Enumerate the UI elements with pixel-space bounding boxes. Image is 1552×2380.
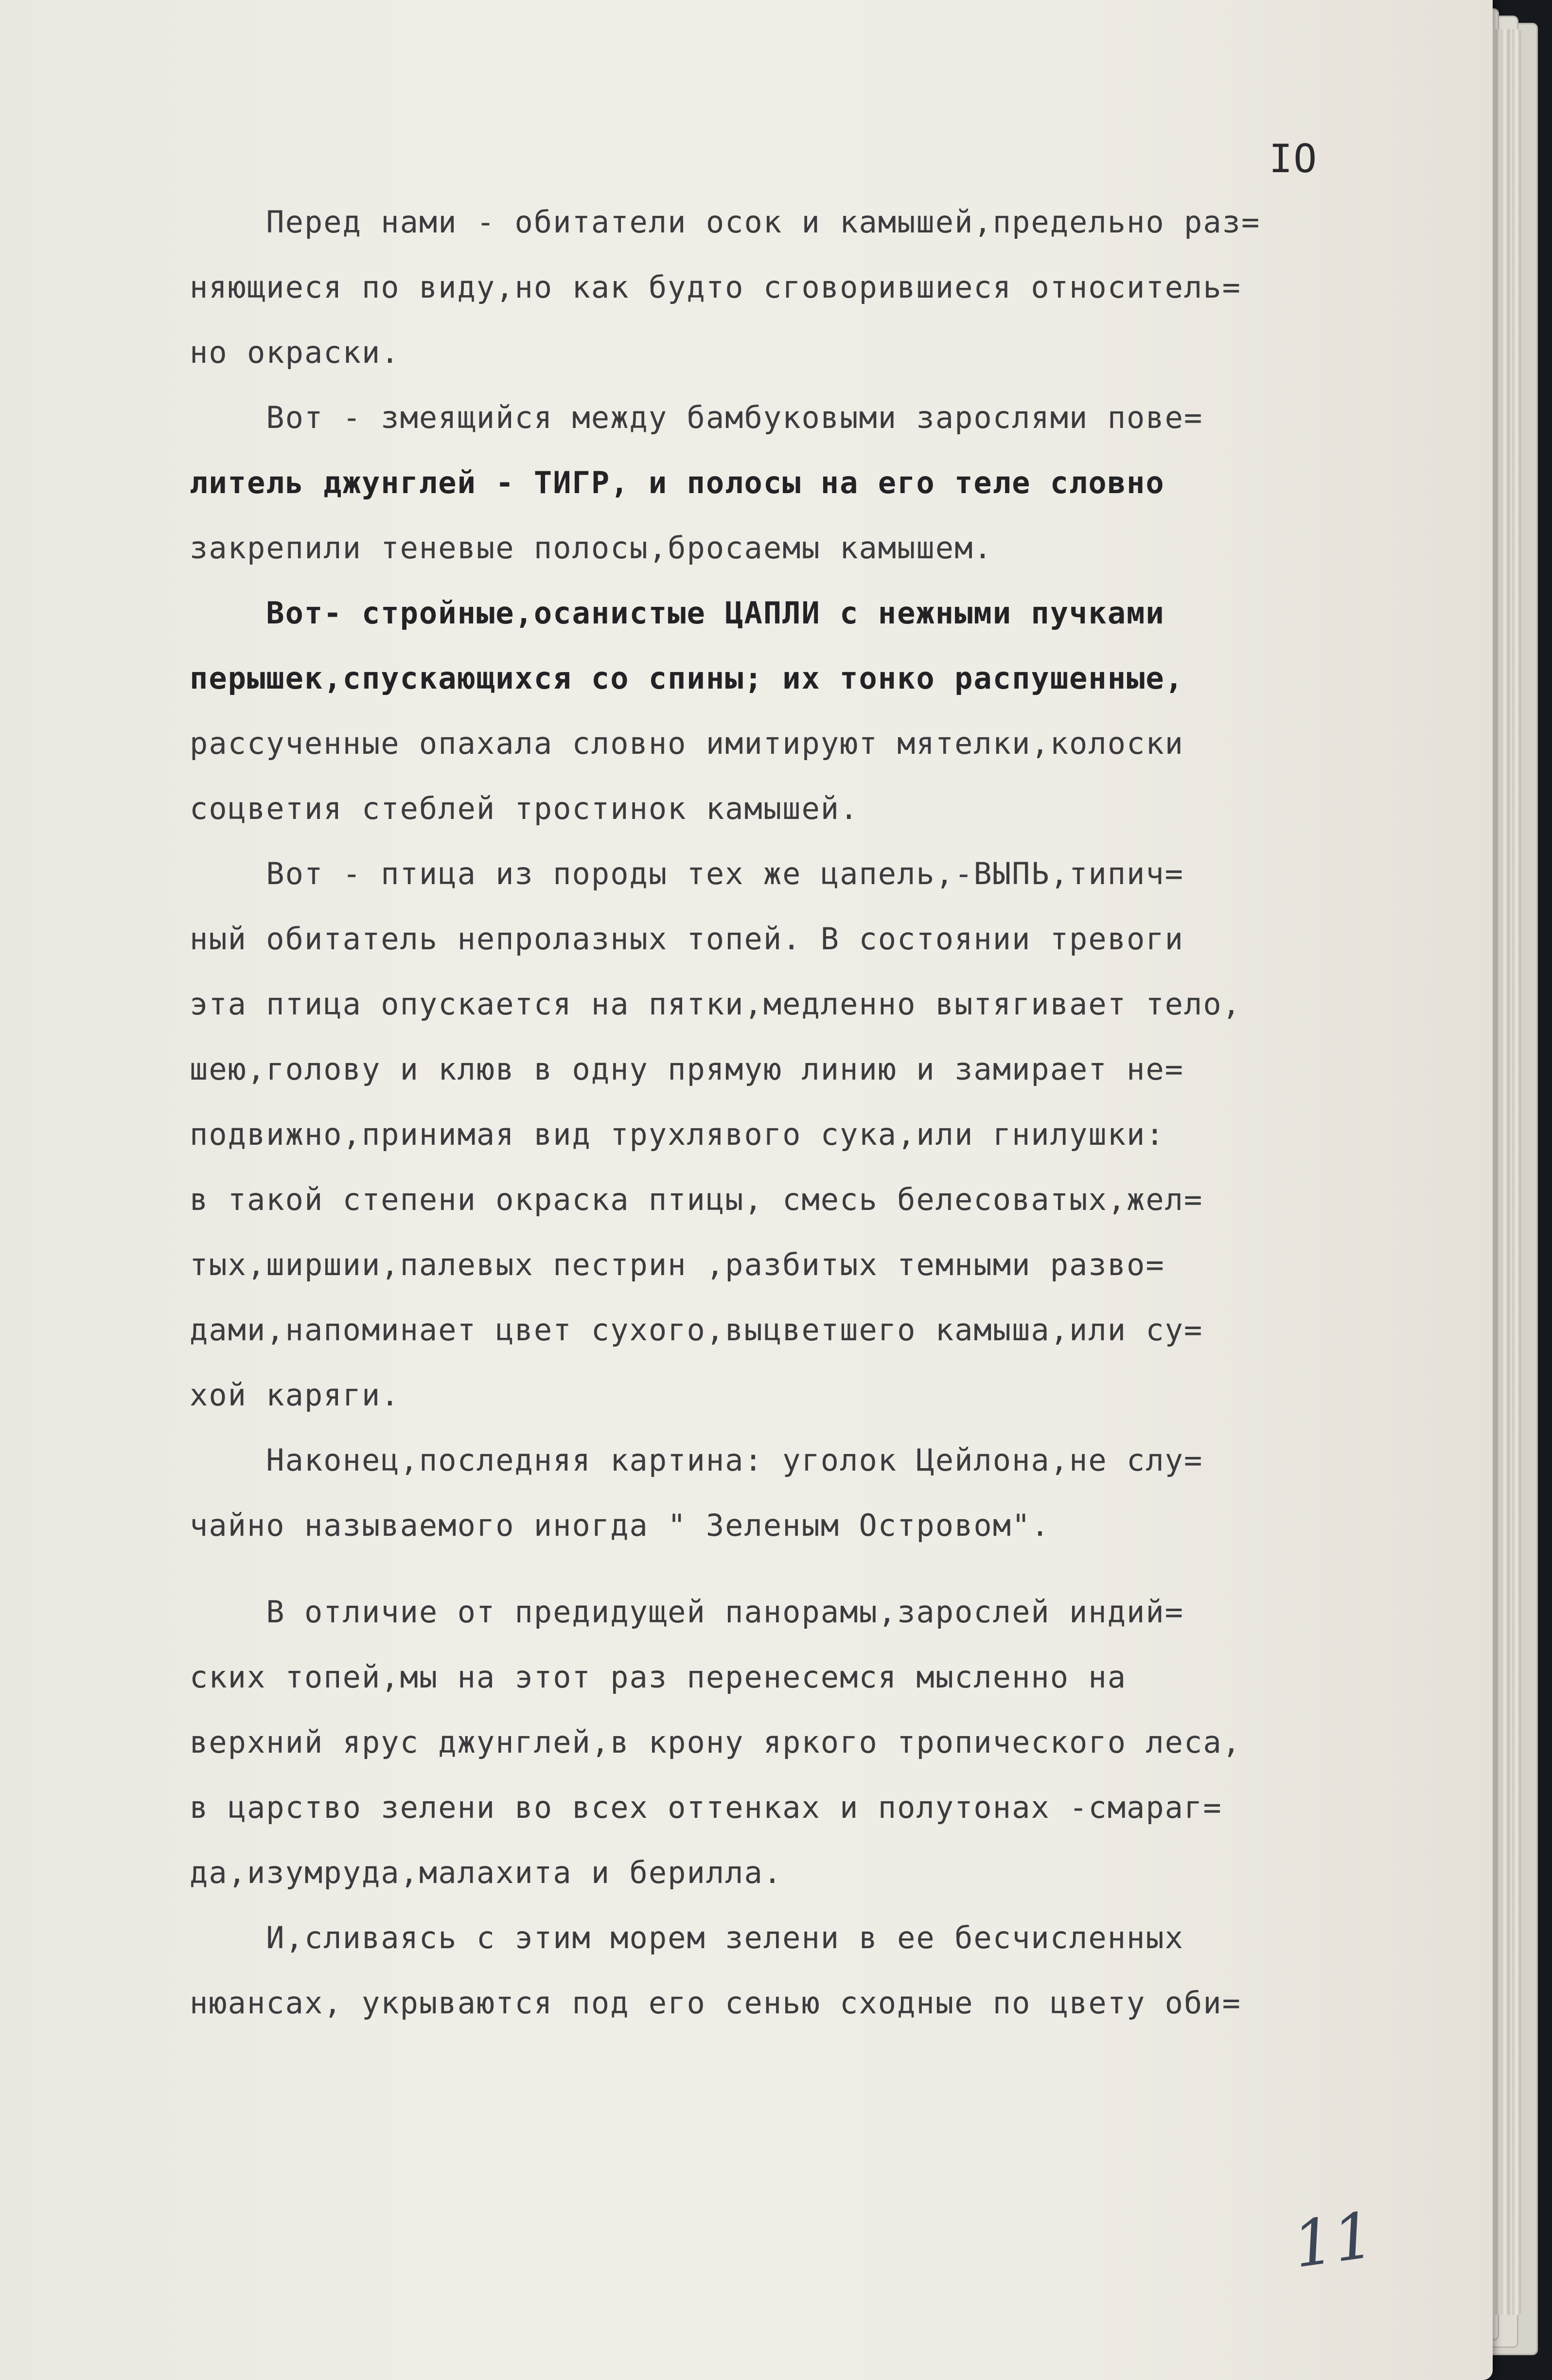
text-line: чайно называемого иногда " Зеленым Островом".: [190, 1508, 1050, 1543]
text-line: тых,ширшии,палевых пестрин ,разбитых темными разво=: [190, 1247, 1165, 1282]
text-line: литель джунглей - ТИГР, и полосы на его теле словно: [190, 465, 1165, 500]
handwritten-sheet-number: 11: [1288, 2198, 1379, 2282]
text-line: рассученные опахала словно имитируют мятелки,колоски: [190, 726, 1184, 761]
body-text: [190, 190, 1405, 2036]
text-line: И,сливаясь с этим морем зелени в ее бесчисленных: [190, 1920, 1184, 1955]
text-line: Перед нами - обитатели осок и камышей,предельно раз=: [190, 204, 1261, 240]
text-line: Вот- стройные,осанистые ЦАПЛИ с нежными пучками: [190, 595, 1165, 631]
text-line: соцветия стеблей тростинок камышей.: [190, 791, 859, 826]
page-number: IO: [1269, 136, 1318, 181]
text-line: Наконец,последняя картина: уголок Цейлона,не слу=: [190, 1442, 1203, 1478]
text-line: закрепили теневые полосы,бросаемы камышем.: [190, 530, 993, 566]
text-line: В отличие от предидущей панорамы,зарослей индий=: [190, 1594, 1184, 1630]
text-line: няющиеся по виду,но как будто сговорившиеся относитель=: [190, 269, 1241, 305]
text-line: ный обитатель непролазных топей. В состоянии тревоги: [190, 921, 1184, 957]
text-line: но окраски.: [190, 335, 400, 370]
text-line: в царство зелени во всех оттенках и полутонах -смараг=: [190, 1790, 1222, 1825]
text-line: да,изумруда,малахита и берилла.: [190, 1855, 783, 1890]
paragraph-gap: [190, 1558, 1405, 1580]
text-line: в такой степени окраска птицы, смесь белесоватых,жел=: [190, 1182, 1203, 1217]
text-line: верхний ярус джунглей,в крону яркого тропического леса,: [190, 1724, 1241, 1760]
text-line: дами,напоминает цвет сухого,выцветшего камыша,или су=: [190, 1312, 1203, 1348]
text-line: подвижно,принимая вид трухлявого сука,или гнилушки:: [190, 1117, 1165, 1152]
text-line: хой каряги.: [190, 1377, 400, 1413]
text-line: Вот - птица из породы тех же цапель,-ВЫПЬ,типич=: [190, 856, 1184, 891]
text-line: Вот - змеящийся между бамбуковыми зарослями пове=: [190, 400, 1203, 435]
text-line: эта птица опускается на пятки,медленно вытягивает тело,: [190, 986, 1241, 1022]
text-line: ских топей,мы на этот раз перенесемся мысленно на: [190, 1659, 1127, 1695]
text-line: перышек,спускающихся со спины; их тонко распушенные,: [190, 660, 1184, 696]
text-line: шею,голову и клюв в одну прямую линию и замирает не=: [190, 1051, 1184, 1087]
text-line: нюансах, укрываются под его сенью сходные по цвету оби=: [190, 1985, 1241, 2021]
